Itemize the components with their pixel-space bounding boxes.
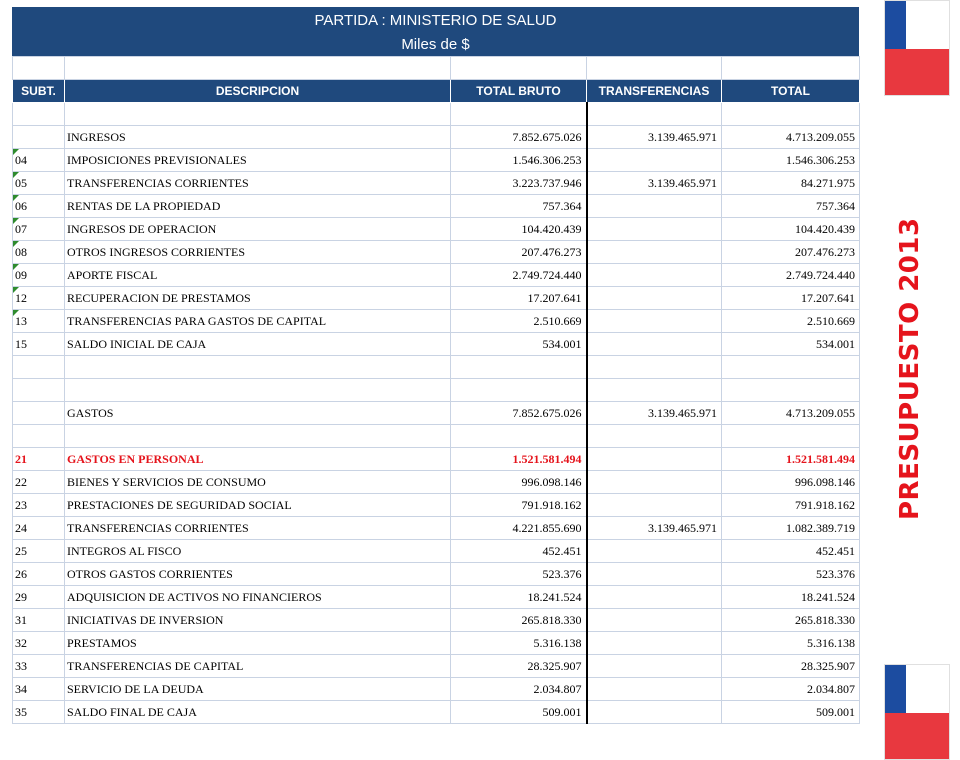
bruto-cell: 791.918.162 [451, 494, 587, 517]
subt-cell [13, 540, 65, 563]
comment-marker-icon [13, 241, 19, 247]
desc-cell: OTROS INGRESOS CORRIENTES [65, 241, 451, 264]
transf-cell [587, 563, 722, 586]
desc-cell: SERVICIO DE LA DEUDA [65, 678, 451, 701]
subt-code: 12 [15, 290, 27, 305]
flag-white-band [906, 1, 949, 49]
subt-code: 26 [15, 566, 27, 581]
comment-marker-icon [13, 287, 19, 293]
flag-red-band [885, 49, 949, 95]
total-cell: 757.364 [722, 195, 860, 218]
empty-cell [451, 425, 587, 448]
table-row [13, 264, 860, 287]
subt-cell [13, 241, 65, 264]
spacer-row [13, 425, 860, 448]
total-cell: 5.316.138 [722, 632, 860, 655]
subt-code: 08 [15, 244, 27, 259]
empty-cell [13, 356, 65, 379]
total-cell: 265.818.330 [722, 609, 860, 632]
desc-cell: SALDO FINAL DE CAJA [65, 701, 451, 724]
table-row [13, 563, 860, 586]
subt-cell [13, 448, 65, 471]
subt-cell [13, 402, 65, 425]
empty-cell [13, 57, 65, 80]
table-row [13, 218, 860, 241]
desc-cell: PRESTAMOS [65, 632, 451, 655]
bruto-cell: 3.223.737.946 [451, 172, 587, 195]
empty-cell [722, 379, 860, 402]
empty-cell [65, 379, 451, 402]
comment-marker-icon [13, 149, 19, 155]
empty-cell [451, 103, 587, 126]
total-cell: 207.476.273 [722, 241, 860, 264]
bruto-cell: 452.451 [451, 540, 587, 563]
empty-cell [722, 356, 860, 379]
subt-code: 35 [15, 704, 27, 719]
budget-table [12, 56, 860, 724]
subt-cell [13, 218, 65, 241]
transf-cell [587, 448, 722, 471]
table-row [13, 678, 860, 701]
subt-cell [13, 310, 65, 333]
subt-cell [13, 517, 65, 540]
total-cell: 2.034.807 [722, 678, 860, 701]
table-row [13, 287, 860, 310]
spacer-row [13, 103, 860, 126]
bruto-cell: 7.852.675.026 [451, 126, 587, 149]
empty-cell [587, 425, 722, 448]
table-row [13, 195, 860, 218]
subt-code: 23 [15, 497, 27, 512]
subt-code: 24 [15, 520, 27, 535]
comment-marker-icon [13, 195, 19, 201]
subt-cell [13, 655, 65, 678]
table-row [13, 609, 860, 632]
subt-code: 13 [15, 313, 27, 328]
subt-code: 29 [15, 589, 27, 604]
comment-marker-icon [13, 264, 19, 270]
subt-cell [13, 494, 65, 517]
bruto-cell: 509.001 [451, 701, 587, 724]
transf-cell [587, 540, 722, 563]
gastos-summary-row [13, 402, 860, 425]
subt-cell [13, 264, 65, 287]
empty-cell [587, 356, 722, 379]
spacer-row [13, 356, 860, 379]
subt-code: 22 [15, 474, 27, 489]
transf-cell [587, 149, 722, 172]
transf-cell [587, 310, 722, 333]
subt-cell [13, 701, 65, 724]
bruto-cell: 1.546.306.253 [451, 149, 587, 172]
empty-cell [722, 57, 860, 80]
total-cell: 104.420.439 [722, 218, 860, 241]
bruto-cell: 17.207.641 [451, 287, 587, 310]
col-header-subt: SUBT. [13, 80, 65, 103]
bruto-cell: 996.098.146 [451, 471, 587, 494]
empty-cell [65, 103, 451, 126]
subt-code: 33 [15, 658, 27, 673]
spacer-row [13, 379, 860, 402]
empty-cell [722, 103, 860, 126]
table-row [13, 586, 860, 609]
total-cell: 1.082.389.719 [722, 517, 860, 540]
chile-flag-bottom [884, 664, 950, 760]
subt-cell [13, 287, 65, 310]
transf-cell: 3.139.465.971 [587, 402, 722, 425]
subt-code: 07 [15, 221, 27, 236]
subt-code: 09 [15, 267, 27, 282]
subt-cell [13, 126, 65, 149]
desc-cell: TRANSFERENCIAS PARA GASTOS DE CAPITAL [65, 310, 451, 333]
transf-cell [587, 471, 722, 494]
col-header-total: TOTAL [722, 80, 860, 103]
total-cell: 791.918.162 [722, 494, 860, 517]
desc-cell: RECUPERACION DE PRESTAMOS [65, 287, 451, 310]
empty-cell [587, 57, 722, 80]
subt-cell [13, 333, 65, 356]
subt-code: 21 [15, 451, 27, 466]
table-row [13, 241, 860, 264]
transf-cell [587, 287, 722, 310]
transf-cell [587, 333, 722, 356]
desc-cell: TRANSFERENCIAS CORRIENTES [65, 172, 451, 195]
total-cell: 996.098.146 [722, 471, 860, 494]
table-row [13, 172, 860, 195]
total-cell: 4.713.209.055 [722, 402, 860, 425]
transf-cell [587, 586, 722, 609]
transf-cell [587, 632, 722, 655]
transf-cell [587, 494, 722, 517]
subt-code: 15 [15, 336, 27, 351]
transf-cell [587, 218, 722, 241]
empty-cell [13, 379, 65, 402]
desc-cell: INICIATIVAS DE INVERSION [65, 609, 451, 632]
total-cell: 509.001 [722, 701, 860, 724]
desc-cell: GASTOS EN PERSONAL [65, 448, 451, 471]
subt-code: 31 [15, 612, 27, 627]
empty-cell [587, 103, 722, 126]
desc-cell: INGRESOS DE OPERACION [65, 218, 451, 241]
empty-cell [451, 57, 587, 80]
empty-cell [13, 103, 65, 126]
subt-code: 32 [15, 635, 27, 650]
empty-cell [451, 356, 587, 379]
table-row [13, 517, 860, 540]
desc-cell: OTROS GASTOS CORRIENTES [65, 563, 451, 586]
total-cell: 1.521.581.494 [722, 448, 860, 471]
transf-cell: 3.139.465.971 [587, 172, 722, 195]
transf-cell: 3.139.465.971 [587, 517, 722, 540]
budget-table-wrapper [12, 7, 859, 724]
empty-cell [451, 379, 587, 402]
comment-marker-icon [13, 172, 19, 178]
bruto-cell: 5.316.138 [451, 632, 587, 655]
desc-cell: BIENES Y SERVICIOS DE CONSUMO [65, 471, 451, 494]
subt-cell [13, 149, 65, 172]
subt-cell [13, 563, 65, 586]
section-label: INGRESOS [65, 126, 451, 149]
bruto-cell: 534.001 [451, 333, 587, 356]
bruto-cell: 2.749.724.440 [451, 264, 587, 287]
bruto-cell: 28.325.907 [451, 655, 587, 678]
bruto-cell: 104.420.439 [451, 218, 587, 241]
transf-cell [587, 655, 722, 678]
table-row [13, 471, 860, 494]
desc-cell: IMPOSICIONES PREVISIONALES [65, 149, 451, 172]
flag-blue-canton [885, 1, 906, 49]
empty-cell [722, 425, 860, 448]
col-header-bruto: TOTAL BRUTO [451, 80, 587, 103]
table-row [13, 701, 860, 724]
spacer-row [13, 57, 860, 80]
bruto-cell: 523.376 [451, 563, 587, 586]
empty-cell [65, 57, 451, 80]
total-cell: 452.451 [722, 540, 860, 563]
table-row [13, 494, 860, 517]
comment-marker-icon [13, 310, 19, 316]
bruto-cell: 2.034.807 [451, 678, 587, 701]
total-cell: 2.749.724.440 [722, 264, 860, 287]
subt-cell [13, 586, 65, 609]
desc-cell: PRESTACIONES DE SEGURIDAD SOCIAL [65, 494, 451, 517]
desc-cell: ADQUISICION DE ACTIVOS NO FINANCIEROS [65, 586, 451, 609]
table-row [13, 655, 860, 678]
total-cell: 1.546.306.253 [722, 149, 860, 172]
transf-cell: 3.139.465.971 [587, 126, 722, 149]
bruto-cell: 7.852.675.026 [451, 402, 587, 425]
total-cell: 28.325.907 [722, 655, 860, 678]
table-row [13, 632, 860, 655]
table-row [13, 149, 860, 172]
subt-code: 06 [15, 198, 27, 213]
table-row [13, 333, 860, 356]
bruto-cell: 265.818.330 [451, 609, 587, 632]
desc-cell: INTEGROS AL FISCO [65, 540, 451, 563]
transf-cell [587, 678, 722, 701]
total-cell: 534.001 [722, 333, 860, 356]
bruto-cell: 2.510.669 [451, 310, 587, 333]
total-cell: 17.207.641 [722, 287, 860, 310]
desc-cell: TRANSFERENCIAS CORRIENTES [65, 517, 451, 540]
flag-white-band [906, 665, 949, 713]
subt-cell [13, 471, 65, 494]
bruto-cell: 757.364 [451, 195, 587, 218]
bruto-cell: 4.221.855.690 [451, 517, 587, 540]
table-row [13, 448, 860, 471]
total-cell: 4.713.209.055 [722, 126, 860, 149]
subt-code: 04 [15, 152, 27, 167]
desc-cell: SALDO INICIAL DE CAJA [65, 333, 451, 356]
transf-cell [587, 195, 722, 218]
table-title: PARTIDA : MINISTERIO DE SALUD [12, 7, 859, 33]
flag-blue-canton [885, 665, 906, 713]
subt-cell [13, 678, 65, 701]
transf-cell [587, 241, 722, 264]
transf-cell [587, 264, 722, 287]
subt-cell [13, 172, 65, 195]
bruto-cell: 207.476.273 [451, 241, 587, 264]
empty-cell [587, 379, 722, 402]
comment-marker-icon [13, 218, 19, 224]
bruto-cell: 18.241.524 [451, 586, 587, 609]
subt-code: 34 [15, 681, 27, 696]
total-cell: 84.271.975 [722, 172, 860, 195]
desc-cell: APORTE FISCAL [65, 264, 451, 287]
bruto-cell: 1.521.581.494 [451, 448, 587, 471]
chile-flag-top [884, 0, 950, 96]
desc-cell: TRANSFERENCIAS DE CAPITAL [65, 655, 451, 678]
subt-cell [13, 632, 65, 655]
side-title: PRESUPUESTO 2013 [895, 217, 925, 520]
column-header-row [13, 80, 860, 103]
total-cell: 18.241.524 [722, 586, 860, 609]
subt-code: 25 [15, 543, 27, 558]
ingresos-summary-row [13, 126, 860, 149]
total-cell: 2.510.669 [722, 310, 860, 333]
section-label: GASTOS [65, 402, 451, 425]
subt-code: 05 [15, 175, 27, 190]
subt-cell [13, 195, 65, 218]
table-row [13, 540, 860, 563]
table-subtitle: Miles de $ [12, 33, 859, 56]
transf-cell [587, 609, 722, 632]
col-header-transf: TRANSFERENCIAS [587, 80, 722, 103]
transf-cell [587, 701, 722, 724]
empty-cell [13, 425, 65, 448]
col-header-desc: DESCRIPCION [65, 80, 451, 103]
empty-cell [65, 425, 451, 448]
subt-cell [13, 609, 65, 632]
desc-cell: RENTAS DE LA PROPIEDAD [65, 195, 451, 218]
empty-cell [65, 356, 451, 379]
table-row [13, 310, 860, 333]
total-cell: 523.376 [722, 563, 860, 586]
